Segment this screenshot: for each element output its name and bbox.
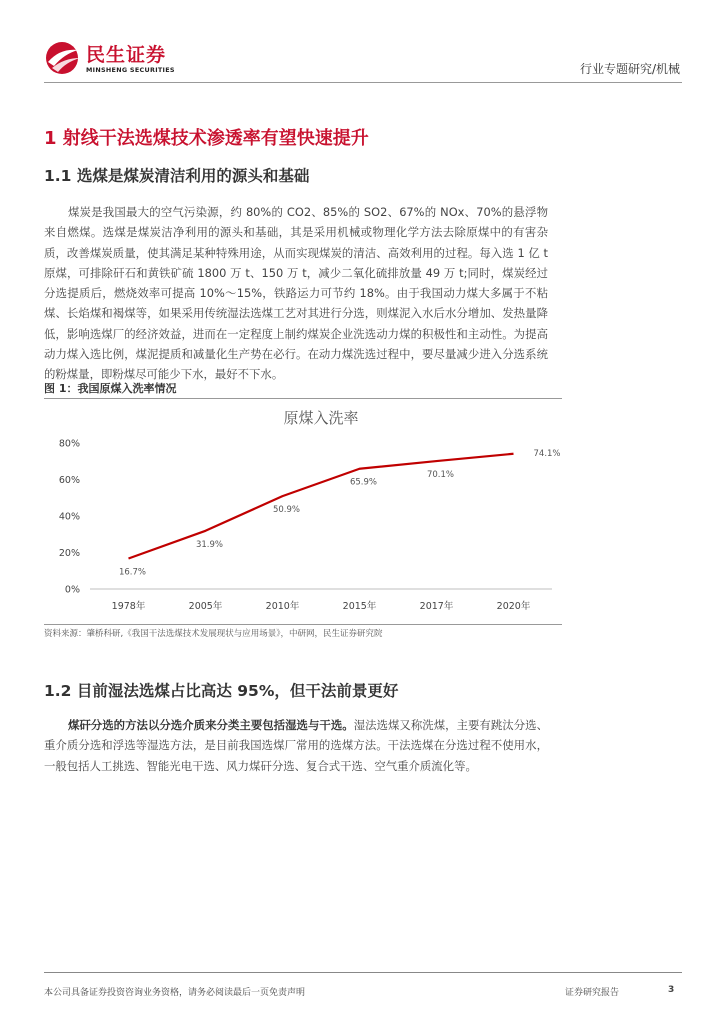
figure-top-rule — [44, 398, 562, 399]
section-heading: 1 射线干法选煤技术渗透率有望快速提升 — [44, 128, 369, 149]
data-label: 70.1% — [426, 470, 455, 481]
data-label: 31.9% — [195, 539, 224, 550]
chart-title: 原煤入洗率 — [283, 409, 359, 427]
paragraph-rest: 湿法选煤又称洗煤，主要有跳汰分选、重介质分选和浮选等湿选方法，是目前我国选煤厂常用的选煤方法。干法选煤在分选过程不使用水，一般包括人工挑选、智能光电干选、风力煤矸分选、复合式干选、空气重介质流化等。 — [44, 718, 548, 773]
logo-swoosh-icon — [44, 40, 84, 76]
x-tick-label: 2005年 — [188, 601, 223, 612]
paragraph-lead: 煤矸分选的方法以分选介质来分类主要包括湿选与干选。 — [67, 718, 354, 732]
page-number: 3 — [668, 985, 675, 995]
x-tick-label: 2017年 — [419, 601, 454, 612]
data-label: 50.9% — [272, 505, 301, 516]
series-line — [129, 454, 514, 559]
header-divider — [44, 82, 682, 83]
subsection-heading-1-2: 1.2 目前湿法选煤占比高达 95%，但干法前景更好 — [44, 682, 399, 700]
x-tick-label: 2015年 — [342, 601, 377, 612]
footer-divider — [44, 972, 682, 973]
coal-washing-rate-chart — [44, 400, 562, 622]
figure-bottom-rule — [44, 624, 562, 625]
data-label: 74.1% — [533, 448, 561, 459]
logo-text-cn: 民生证券 — [86, 44, 167, 66]
logo-text-en: MINSHENG SECURITIES — [86, 66, 175, 74]
y-tick-label: 80% — [58, 438, 80, 450]
data-label: 16.7% — [118, 567, 147, 578]
body-paragraph-2 — [44, 715, 548, 776]
footer-disclaimer: 本公司具备证券投资咨询业务资格，请务必阅读最后一页免责声明 — [44, 988, 306, 998]
y-tick-label: 20% — [58, 548, 80, 559]
subsection-heading-1-1: 1.1 选煤是煤炭清洁利用的源头和基础 — [44, 167, 310, 185]
x-tick-label: 2010年 — [265, 601, 300, 612]
report-category: 行业专题研究/机械 — [579, 62, 680, 76]
company-logo — [44, 38, 176, 82]
y-tick-label: 40% — [58, 511, 80, 523]
x-tick-label: 2020年 — [496, 601, 531, 612]
body-paragraph-1: 煤炭是我国最大的空气污染源，约 80%的 CO2、85%的 SO2、67%的 NOx、70%的悬浮物来自燃煤。选煤是煤炭洁净利用的源头和基础，其是采用机械或物理化学方法去除原煤中的有害杂质，改善煤炭质量，使其满足某种特殊用途，从而实现煤炭的清洁、高效利用的过程。每入选 1 亿 t 原煤，可排除矸石和黄铁矿硫 1800 万 t、150 万 t，减少二氧化硫排放量 49 万 t;同时，煤炭经过分选提质后，燃烧效率可提高 10%～15%，铁路运力可节约 18%。由于我国动力煤大多属于不粘煤、长焰煤和褐煤等，如果采用传统湿法选煤工艺对其进行分选，则煤泥入水后水分增加、发热量降低，影响选煤厂的经济效益，进而在一定程度上制约煤炭企业洗选动力煤的积极性和主动性。为提高动力煤入选比例，煤泥提质和减量化生产势在必行。在动力煤洗选过程中，要尽量减少进入分选系统的粉煤量，即粉煤尽可能少下水，最好不下水。 — [44, 205, 548, 382]
footer-doc-type: 证券研究报告 — [565, 988, 620, 998]
y-tick-label: 60% — [58, 475, 80, 486]
y-tick-label: 0% — [64, 584, 80, 596]
figure-title: 图 1：我国原煤入洗率情况 — [44, 382, 177, 395]
x-tick-label: 1978年 — [111, 601, 146, 612]
data-label: 65.9% — [349, 477, 378, 488]
figure-source: 资料来源：肇桥科研,《我国干法选煤技术发展现状与应用场景》，中研网，民生证券研究院 — [44, 629, 383, 639]
